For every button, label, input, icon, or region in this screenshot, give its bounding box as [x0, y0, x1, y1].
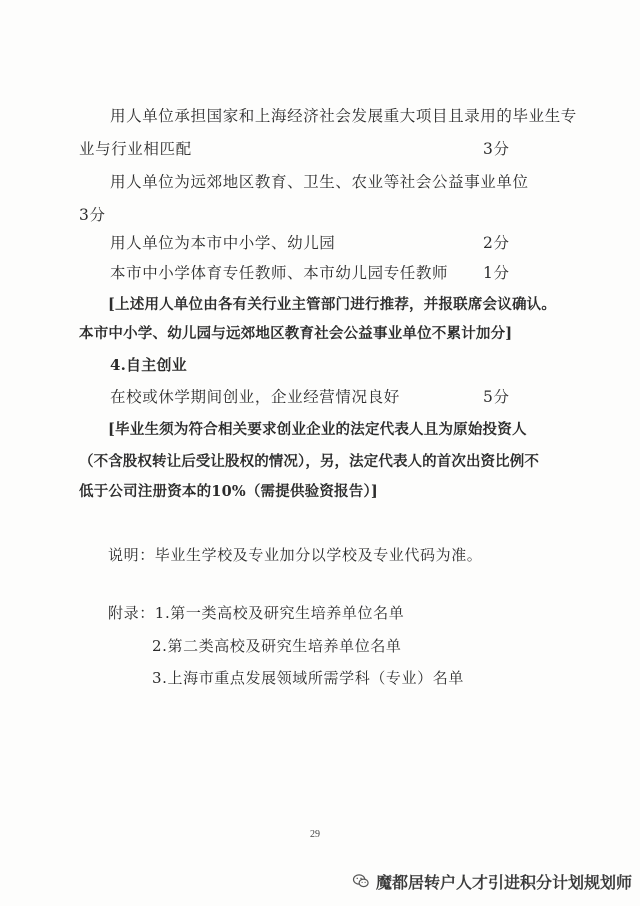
text-line: 用人单位为本市中小学、幼儿园	[110, 234, 336, 252]
bracket-note: 本市中小学、幼儿园与远郊地区教育社会公益事业单位不累计加分]	[79, 325, 513, 342]
section-heading: 4.自主创业	[110, 356, 187, 374]
text-line: 用人单位为远郊地区教育、卫生、农业等社会公益事业单位	[110, 173, 529, 191]
watermark	[352, 866, 632, 896]
bracket-note: [毕业生须为符合相关要求创业企业的法定代表人且为原始投资人	[108, 421, 527, 438]
text-line: 在校或休学期间创业，企业经营情况良好	[110, 388, 400, 406]
appendix-item: 3.上海市重点发展领域所需学科（专业）名单	[152, 669, 464, 687]
text-line: 业与行业相匹配	[79, 140, 192, 158]
page-number: 29	[310, 829, 320, 840]
watermark-text: 魔都居转户人才引进积分计划规划师	[375, 872, 632, 892]
text-line: 本市中小学体育专任教师、本市幼儿园专任教师	[110, 264, 449, 282]
score-value: 3分	[483, 140, 510, 158]
wechat-icon	[352, 869, 370, 893]
explanation-note: 说明：毕业生学校及专业加分以学校及专业代码为准。	[108, 546, 483, 564]
bracket-note: 低于公司注册资本的10%（需提供验资报告）]	[79, 483, 378, 500]
score-value: 1分	[483, 264, 510, 282]
bracket-note: [上述用人单位由各有关行业主管部门进行推荐，并报联席会议确认。	[108, 296, 557, 313]
appendix-item: 2.第二类高校及研究生培养单位名单	[152, 637, 402, 655]
bracket-note: （不含股权转让后受让股权的情况），另，法定代表人的首次出资比例不	[79, 453, 539, 470]
score-value: 5分	[483, 388, 510, 406]
appendix-item: 附录：1.第一类高校及研究生培养单位名单	[108, 604, 405, 622]
score-value: 2分	[483, 234, 510, 252]
score-value: 3分	[79, 206, 106, 224]
text-line: 用人单位承担国家和上海经济社会发展重大项目且录用的毕业生专	[110, 107, 577, 125]
